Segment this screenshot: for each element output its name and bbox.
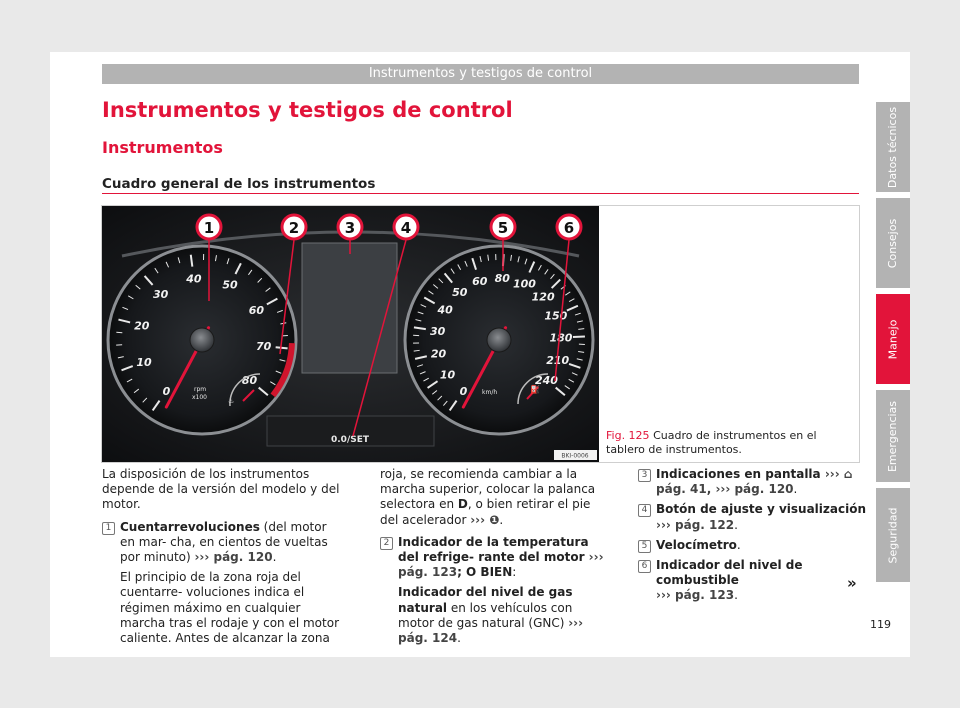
figure-caption (606, 429, 850, 457)
tachometer-tick-label: 40 (186, 272, 202, 286)
item-number-badge: 4 (638, 504, 651, 517)
item-number-badge: 2 (380, 537, 393, 550)
side-tab-seguridad[interactable]: Seguridad (876, 488, 910, 582)
gear-d: D (457, 497, 468, 512)
page-reference-link[interactable]: ››› pág. 124 (398, 615, 584, 646)
side-tab-manejo[interactable]: Manejo (876, 294, 910, 384)
speedometer-tick-label: 10 (439, 368, 456, 382)
tachometer-tick-label: 70 (256, 340, 272, 354)
speedometer-tick-label: 20 (430, 347, 447, 361)
text-column-2 (380, 467, 605, 651)
item-number-badge: 1 (102, 522, 115, 535)
list-item: 5 Velocímetro. (638, 538, 868, 553)
tachometer-tick (276, 347, 288, 348)
item-title: Indicaciones en pantalla (656, 467, 821, 481)
item-paragraph: El principio de la zona roja del cuentarre- voluciones indica el régimen máximo en cualquier marcha tras el rodaje y con el motor caliente. Antes de alcanzar la zona (120, 570, 340, 646)
tachometer-tick-label: 60 (248, 304, 265, 318)
section-title: Instrumentos (102, 138, 223, 157)
callout-number: 2 (288, 219, 300, 237)
page-reference-link[interactable]: ››› ⌂ pág. 41, ››› pág. 120 (656, 467, 853, 497)
speedometer-tick-label: 40 (437, 303, 453, 317)
speedometer-tick-label: 50 (452, 285, 468, 299)
instrument-cluster-image (102, 206, 599, 462)
speedometer-tick-label: 180 (549, 331, 573, 345)
manual-page (50, 52, 910, 657)
callout-number: 1 (203, 219, 215, 237)
side-tab-consejos[interactable]: Consejos (876, 198, 910, 288)
speedometer-tick-label: 60 (472, 275, 488, 289)
callout-number: 5 (497, 219, 509, 237)
image-ref-code: BKI-0006 (561, 452, 589, 460)
list-item: 3 Indicaciones en pantalla ››› ⌂ pág. 41, ››› pág. 120. (638, 467, 868, 497)
set-display-text: 0.0/SET (331, 435, 369, 445)
item-title: Botón de ajuste y visualización (656, 502, 866, 517)
item-number-badge: 3 (638, 469, 651, 482)
speedometer-tick-label: 210 (546, 354, 570, 368)
item-number-badge: 5 (638, 540, 651, 553)
svg-text:♨: ♨ (228, 397, 235, 405)
speedometer-unit: km/h (482, 389, 498, 396)
page-number: 119 (870, 618, 891, 631)
callout-number: 6 (563, 219, 575, 237)
figure-label: Fig. 125 (606, 429, 650, 442)
item-title-2: Indicador del nivel de gas natural (398, 585, 573, 615)
speedometer-tick-label: 0 (459, 384, 468, 398)
speedometer-tick-label: 240 (535, 373, 558, 387)
tachometer-hub (190, 328, 214, 352)
page-title: Instrumentos y testigos de control (102, 98, 513, 122)
item-number-badge: 6 (638, 560, 651, 573)
callout-number: 3 (344, 219, 356, 237)
continue-marker: » (847, 574, 857, 592)
section-divider (102, 193, 859, 194)
tachometer-tick-label: 0 (162, 384, 171, 398)
speedometer-tick-label: 30 (430, 324, 446, 338)
tachometer-tick (116, 332, 122, 333)
page-reference-link[interactable]: ››› pág. 122 (656, 517, 735, 532)
page-reference-link[interactable]: ››› pág. 123 (656, 588, 735, 603)
running-header: Instrumentos y testigos de control (102, 64, 859, 84)
speedometer-tick-label: 80 (494, 272, 510, 286)
speedometer-tick-label: 100 (512, 277, 536, 291)
tachometer-tick-label: 20 (134, 319, 150, 333)
side-tab-datos-tecnicos[interactable]: Datos técnicos (876, 102, 910, 192)
callout-number: 4 (400, 219, 412, 237)
speedometer-tick-label: 120 (531, 290, 555, 304)
item-title: Velocímetro (656, 537, 737, 552)
warning-reference-link[interactable]: ››› ❶ (470, 512, 500, 527)
speedometer-hub (487, 328, 511, 352)
text-column-1 (102, 467, 342, 653)
tachometer-tick-label: 30 (152, 287, 169, 301)
text-column-3 (638, 467, 868, 609)
list-item: 4 Botón de ajuste y visualización ››› pág. 122. (638, 502, 868, 532)
item-title: Cuentarrevoluciones (120, 519, 260, 534)
page-reference-link[interactable]: ››› pág. 120 (194, 550, 273, 565)
subsection-title: Cuadro general de los instrumentos (102, 176, 376, 192)
tachometer-tick-label: 50 (222, 278, 238, 292)
tachometer-unit-top: rpm (194, 386, 207, 393)
center-display (302, 243, 397, 373)
list-item: 1 Cuentarrevoluciones (del motor en mar- cha, en cientos de vueltas por minuto) ››› pág. 120. El principio de la zona roja del cuentarre- voluciones indica el régimen máximo en cualquier marcha tras el rodaje y con el motor caliente. Antes de alcanzar la zona (102, 520, 342, 647)
continued-paragraph: roja, se recomienda cambiar a la marcha superior, colocar la palanca selectora en D, o bien retirar el pie del acelerador ››› ❶. (380, 467, 596, 527)
svg-text:⛽: ⛽ (530, 385, 540, 394)
item-or: ; O BIEN (457, 565, 513, 580)
figure-125 (101, 205, 860, 463)
speedometer-tick-label: 150 (544, 309, 568, 323)
list-item: 6 Indicador del nivel de combustible ››› pág. 123. (638, 558, 868, 604)
list-item: 2 Indicador de la temperatura del refrige- rante del motor ››› pág. 123; O BIEN: Indicador del nivel de gas natural en los vehículos con motor de gas natural (GNC) ››› pág. 124. (380, 535, 605, 646)
item-title: Indicador del nivel de combustible (656, 558, 803, 588)
tachometer-tick-label: 10 (136, 355, 152, 369)
figure-caption-text: Cuadro de instrumentos en el tablero de instrumentos. (606, 429, 817, 456)
tachometer-tick-label: 80 (241, 373, 258, 387)
side-tab-emergencias[interactable]: Emergencias (876, 390, 910, 482)
item-title: Indicador de la temperatura del refrige- rante del motor (398, 534, 589, 565)
intro-paragraph: La disposición de los instrumentos depende de la versión del modelo y del motor. (102, 467, 340, 512)
item-text: (del motor en mar- cha, en cientos de vueltas por minuto) (120, 519, 328, 565)
item-text: en los vehículos con motor de gas natural (GNC) (398, 600, 573, 630)
tachometer-unit-bottom: x100 (192, 394, 208, 401)
page-reference-link[interactable]: ››› pág. 123 (398, 550, 604, 580)
